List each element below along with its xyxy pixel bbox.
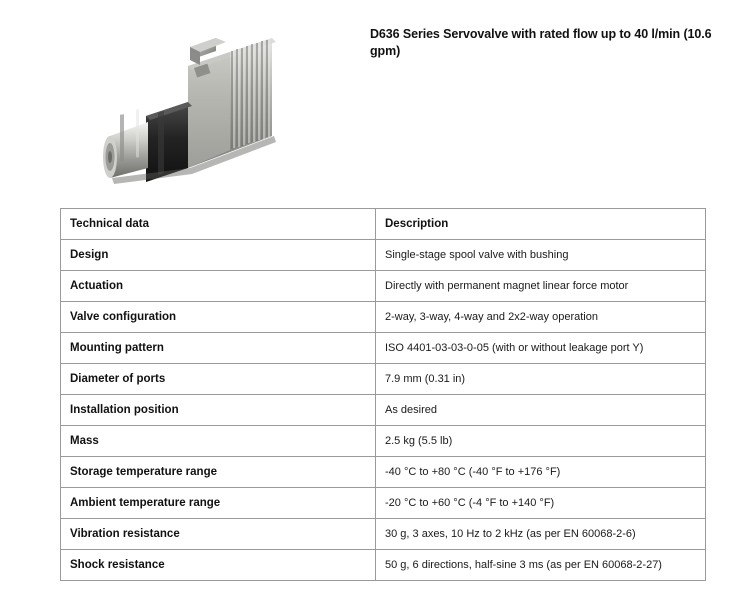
row-value: 7.9 mm (0.31 in) <box>376 364 706 395</box>
row-value: 50 g, 6 directions, half-sine 3 ms (as per EN 60068-2-27) <box>376 550 706 581</box>
valve-finned-housing <box>188 38 276 168</box>
row-label: Mounting pattern <box>61 333 376 364</box>
row-value: Directly with permanent magnet linear force motor <box>376 271 706 302</box>
row-label: Storage temperature range <box>61 457 376 488</box>
row-value: 30 g, 3 axes, 10 Hz to 2 kHz (as per EN 60068-2-6) <box>376 519 706 550</box>
row-label: Installation position <box>61 395 376 426</box>
table-header-row <box>61 209 706 240</box>
row-label: Shock resistance <box>61 550 376 581</box>
technical-data-table <box>60 208 706 581</box>
column-header-description: Description <box>376 209 706 240</box>
table-row <box>61 240 706 271</box>
table-row <box>61 364 706 395</box>
linear-force-motor <box>103 109 148 178</box>
row-value: Single-stage spool valve with bushing <box>376 240 706 271</box>
row-value: -20 °C to +60 °C (-4 °F to +140 °F) <box>376 488 706 519</box>
table-row <box>61 271 706 302</box>
row-value: ISO 4401-03-03-0-05 (with or without leakage port Y) <box>376 333 706 364</box>
row-value: 2-way, 3-way, 4-way and 2x2-way operation <box>376 302 706 333</box>
row-label: Actuation <box>61 271 376 302</box>
table-row <box>61 457 706 488</box>
page-title: D636 Series Servovalve with rated flow up to 40 l/min (10.6 gpm) <box>370 27 712 58</box>
table-row <box>61 426 706 457</box>
table-row <box>61 550 706 581</box>
row-label: Diameter of ports <box>61 364 376 395</box>
servovalve-illustration <box>40 18 340 188</box>
product-image <box>40 18 340 188</box>
table-row <box>61 395 706 426</box>
row-value: -40 °C to +80 °C (-40 °F to +176 °F) <box>376 457 706 488</box>
table-row <box>61 519 706 550</box>
row-label: Valve configuration <box>61 302 376 333</box>
row-label: Ambient temperature range <box>61 488 376 519</box>
row-label: Design <box>61 240 376 271</box>
row-label: Vibration resistance <box>61 519 376 550</box>
row-value: 2.5 kg (5.5 lb) <box>376 426 706 457</box>
row-label: Mass <box>61 426 376 457</box>
row-value: As desired <box>376 395 706 426</box>
table-row <box>61 333 706 364</box>
table-row <box>61 302 706 333</box>
table-row <box>61 488 706 519</box>
column-header-technical-data: Technical data <box>61 209 376 240</box>
